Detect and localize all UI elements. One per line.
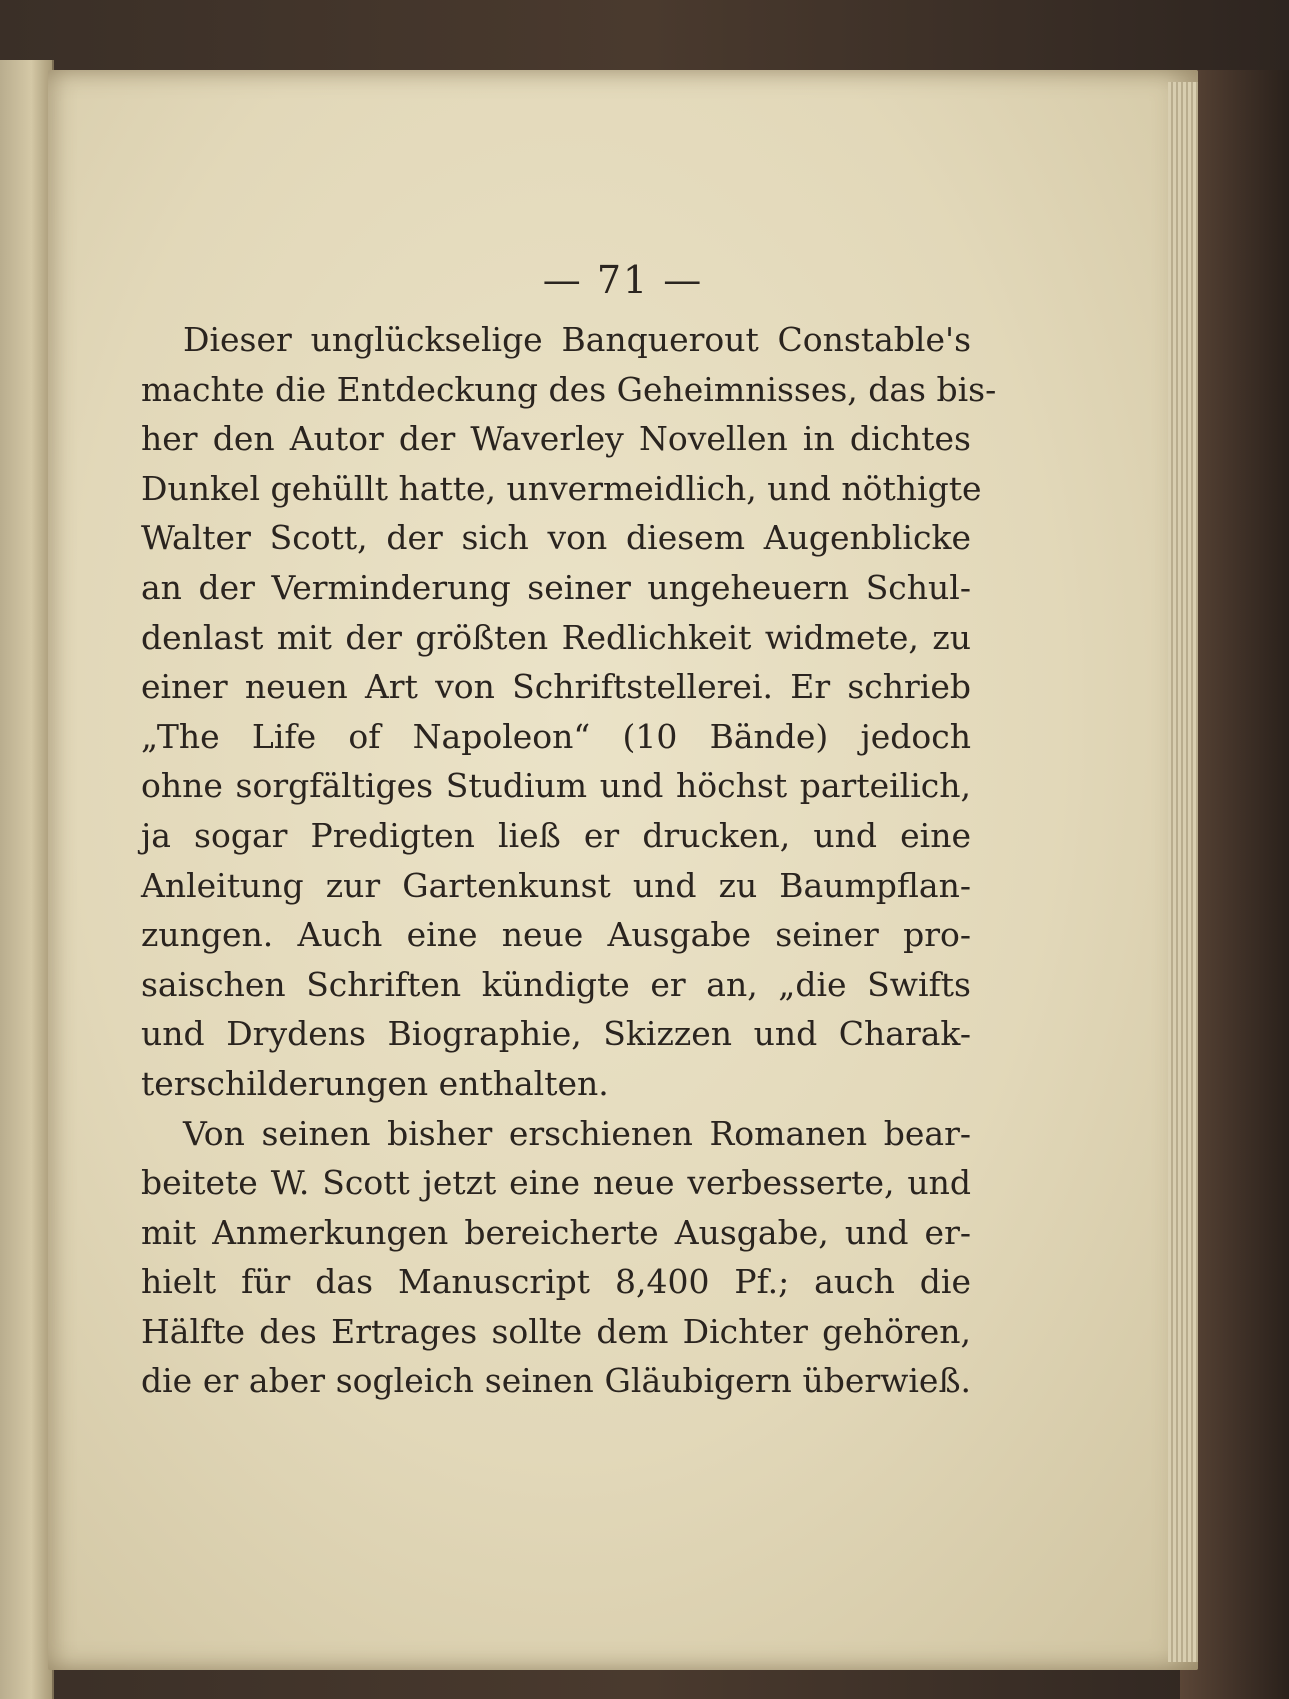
text-line: her den Autor der Waverley Novellen in dichtes (141, 419, 971, 459)
book-page (48, 70, 1198, 1670)
text-line: machte die Entdeckung des Geheimnisses, das bis- (141, 369, 997, 409)
text-line: hielt für das Manuscript 8,400 Pf.; auch die (141, 1262, 971, 1302)
text-line: terschilderungen enthalten. (141, 1063, 609, 1103)
page-edges (1168, 82, 1198, 1662)
text-line: die er aber sogleich seinen Gläubigern überwieß. (141, 1361, 971, 1401)
text-line: ohne sorgfältiges Studium und höchst parteilich, (141, 766, 971, 806)
text-line: Von seinen bisher erschienen Romanen bear- (183, 1113, 971, 1153)
text-line: und Drydens Biographie, Skizzen und Charak- (141, 1014, 971, 1054)
text-line: Hälfte des Ertrages sollte dem Dichter gehören, (141, 1311, 971, 1351)
text-line: einer neuen Art von Schriftstellerei. Er schrieb (141, 667, 971, 707)
text-line: denlast mit der größten Redlichkeit widmete, zu (141, 617, 971, 657)
page-number: — 71 — (542, 258, 704, 302)
text-line: mit Anmerkungen bereicherte Ausgabe, und er- (141, 1212, 971, 1252)
text-line: Dieser unglückselige Banquerout Constable's (183, 320, 971, 359)
text-line: zungen. Auch eine neue Ausgabe seiner pro- (141, 915, 971, 955)
text-line: Dunkel gehüllt hatte, unvermeidlich, und nöthigte (141, 468, 982, 508)
facing-page-edge (0, 60, 54, 1699)
text-line: Walter Scott, der sich von diesem Augenblicke (141, 518, 971, 558)
text-line: saischen Schriften kündigte er an, „die Swifts (141, 964, 971, 1004)
text-line: an der Verminderung seiner ungeheuern Schul- (141, 567, 971, 607)
text-line: „The Life of Napoleon“ (10 Bände) jedoch (141, 716, 971, 756)
text-line: ja sogar Predigten ließ er drucken, und eine (141, 815, 971, 855)
text-line: Anleitung zur Gartenkunst und zu Baumpflan- (141, 865, 971, 905)
text-line: beitete W. Scott jetzt eine neue verbesserte, und (141, 1163, 971, 1203)
page-text (141, 315, 997, 1406)
